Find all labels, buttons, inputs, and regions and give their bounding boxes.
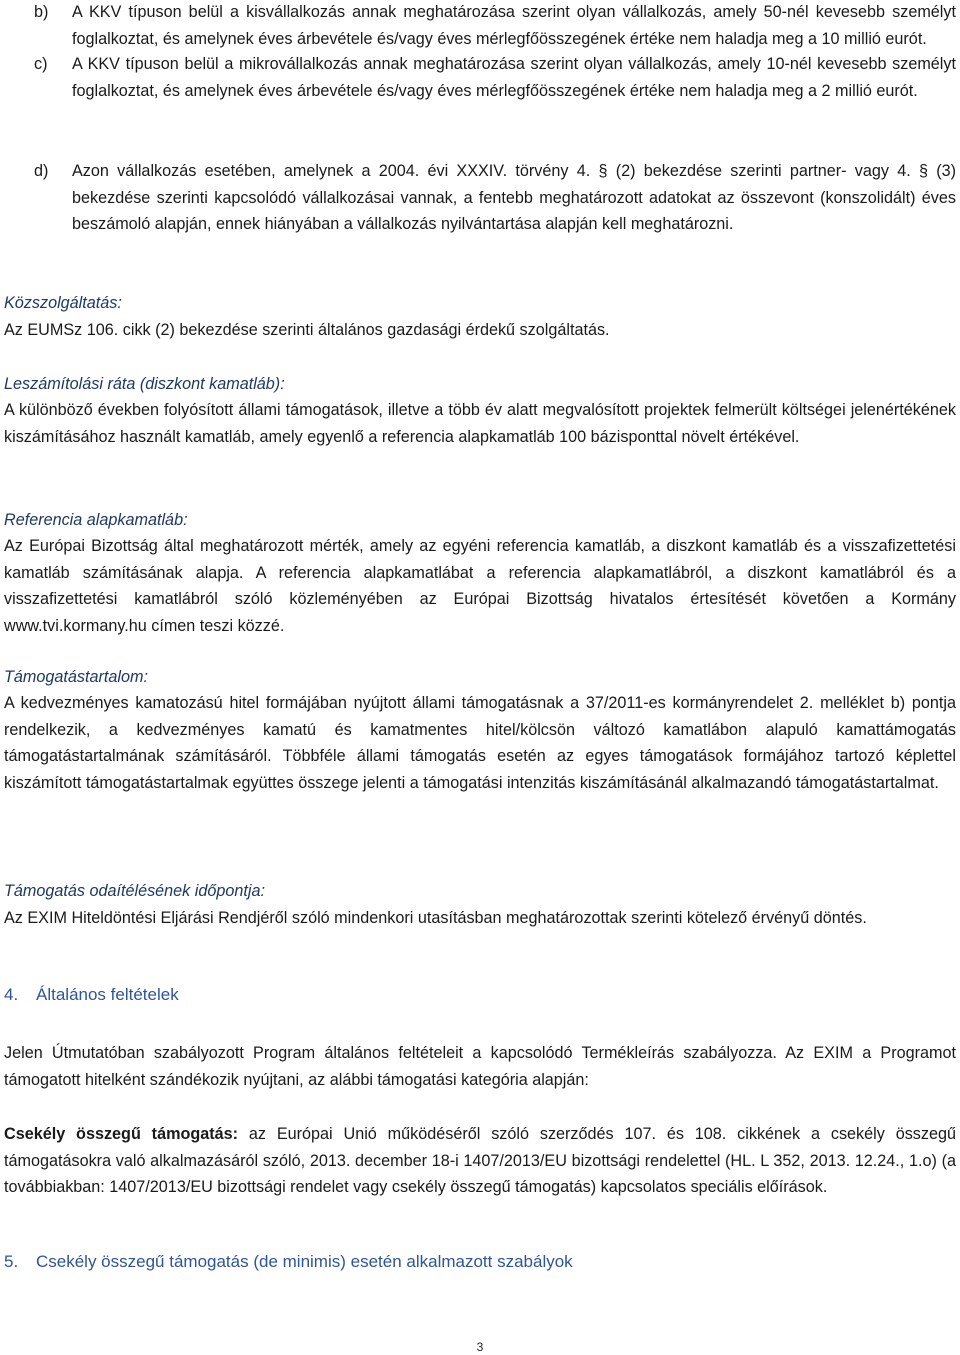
section-4-heading — [4, 985, 956, 1005]
section-number: 4. — [4, 985, 19, 1004]
list-text: A KKV típuson belül a mikrovállalkozás annak meghatározása szerint olyan vállalkozás, amely 10-nél kevesebb személyt foglalkoztat, és amelynek éves árbevétele és/vagy éves mérlegfőösszegének értéke nem haladja meg a 2 millió eurót. — [72, 55, 956, 100]
text-odaiteles: Az EXIM Hiteldöntési Eljárási Rendjéről szóló mindenkori utasításban meghatározottak szerinti kötelező érvényű döntés. — [4, 909, 867, 927]
heading-kozszolgaltatas: Közszolgáltatás: — [4, 294, 122, 312]
heading-referencia: Referencia alapkamatláb: — [4, 511, 188, 529]
section-5-heading — [4, 1252, 956, 1272]
text-tamogatastartalom: A kedvezményes kamatozású hitel formájában nyújtott állami támogatásnak a 37/2011-es kormányrendelet 2. melléklet b) pontja rendelkezik, a kedvezményes kamatú és kamatmentes hitel/kölcsön változó kamatlábon alapuló kamattámogatás támogatástartalmának számításáról. Többféle állami támogatás esetén az egyes támogatások formájához tartozó képlettel kiszámított támogatástartalmak együttes összege jelenti a támogatási intenzitás kiszámításánál alkalmazandó támogatástartalmat. — [4, 694, 956, 792]
list-label: c) — [34, 55, 48, 73]
text-referencia: Az Európai Bizottság által meghatározott mérték, amely az egyéni referencia kamatláb, a diszkont kamatláb és a visszafizettetési kamatláb számításának alapja. A referencia alapkamatlábat a referencia alapkamatlábról, a diszkont kamatlábról és a visszafizettetési kamatlábról szóló közleményében az Európai Bizottság hivatalos értesítését követően a Kormány www.tvi.kormany.hu címen teszi közzé. — [4, 537, 956, 635]
list-label: d) — [34, 162, 49, 180]
list-text: Azon vállalkozás esetében, amelynek a 2004. évi XXXIV. törvény 4. § (2) bekezdése szerinti partner- vagy 4. § (3) bekezdése szerinti kapcsolódó vállalkozásai vannak, a fentebb meghatározott adatokat az összevont (konszolidált) éves beszámoló alapján, ennek hiányában a vállalkozás nyilvántartása alapján kell meghatározni. — [72, 162, 956, 234]
text-leszamitolasi: A különböző években folyósított állami támogatások, illetve a több év alatt megvalósított projektek felmerült költségei jelenértékének kiszámításához használt kamatláb, amely egyenlő a referencia alapkamatláb 100 bázisponttal növelt értékével. — [4, 401, 956, 446]
paragraph-rest: az Európai Unió működéséről szóló szerződés 107. és 108. cikkének a csekély összegű támogatásokra való alkalmazásáról szóló, 2013. december 18-i 1407/2013/EU bizottsági rendelettel (HL. L 352, 2013. 12.24., 1.o) (a továbbiakban: 1407/2013/EU bizottsági rendelet vagy csekély összegű támogatás) kapcsolatos speciális előírások. — [4, 1125, 956, 1197]
bold-term: Csekély összegű támogatás: — [4, 1125, 239, 1143]
list-text: A KKV típuson belül a kisvállalkozás annak meghatározása szerint olyan vállalkozás, amely 50-nél kevesebb személyt foglalkoztat, és amelynek éves árbevétele és/vagy éves mérlegfőösszegének értéke nem haladja meg a 10 millió eurót. — [72, 3, 956, 48]
section-title: Csekély összegű támogatás (de minimis) esetén alkalmazott szabályok — [36, 1252, 573, 1271]
text-kozszolgaltatas: Az EUMSz 106. cikk (2) bekezdése szerinti általános gazdasági érdekű szolgáltatás. — [4, 321, 610, 339]
section-4-paragraph-1: Jelen Útmutatóban szabályozott Program általános feltételeit a kapcsolódó Termékleírás szabályozza. Az EXIM a Programot támogatott hitelként szándékozik nyújtani, az alábbi támogatási kategória alapján: — [4, 1044, 956, 1089]
heading-odaiteles: Támogatás odaítélésének időpontja: — [4, 882, 265, 900]
section-number: 5. — [4, 1252, 19, 1271]
section-4-paragraph-2 — [4, 1121, 956, 1201]
page-number: 3 — [476, 1340, 484, 1354]
section-title: Általános feltételek — [36, 985, 179, 1004]
heading-leszamitolasi: Leszámítolási ráta (diszkont kamatláb): — [4, 375, 285, 393]
list-label: b) — [34, 3, 49, 21]
heading-tamogatastartalom: Támogatástartalom: — [4, 668, 148, 686]
